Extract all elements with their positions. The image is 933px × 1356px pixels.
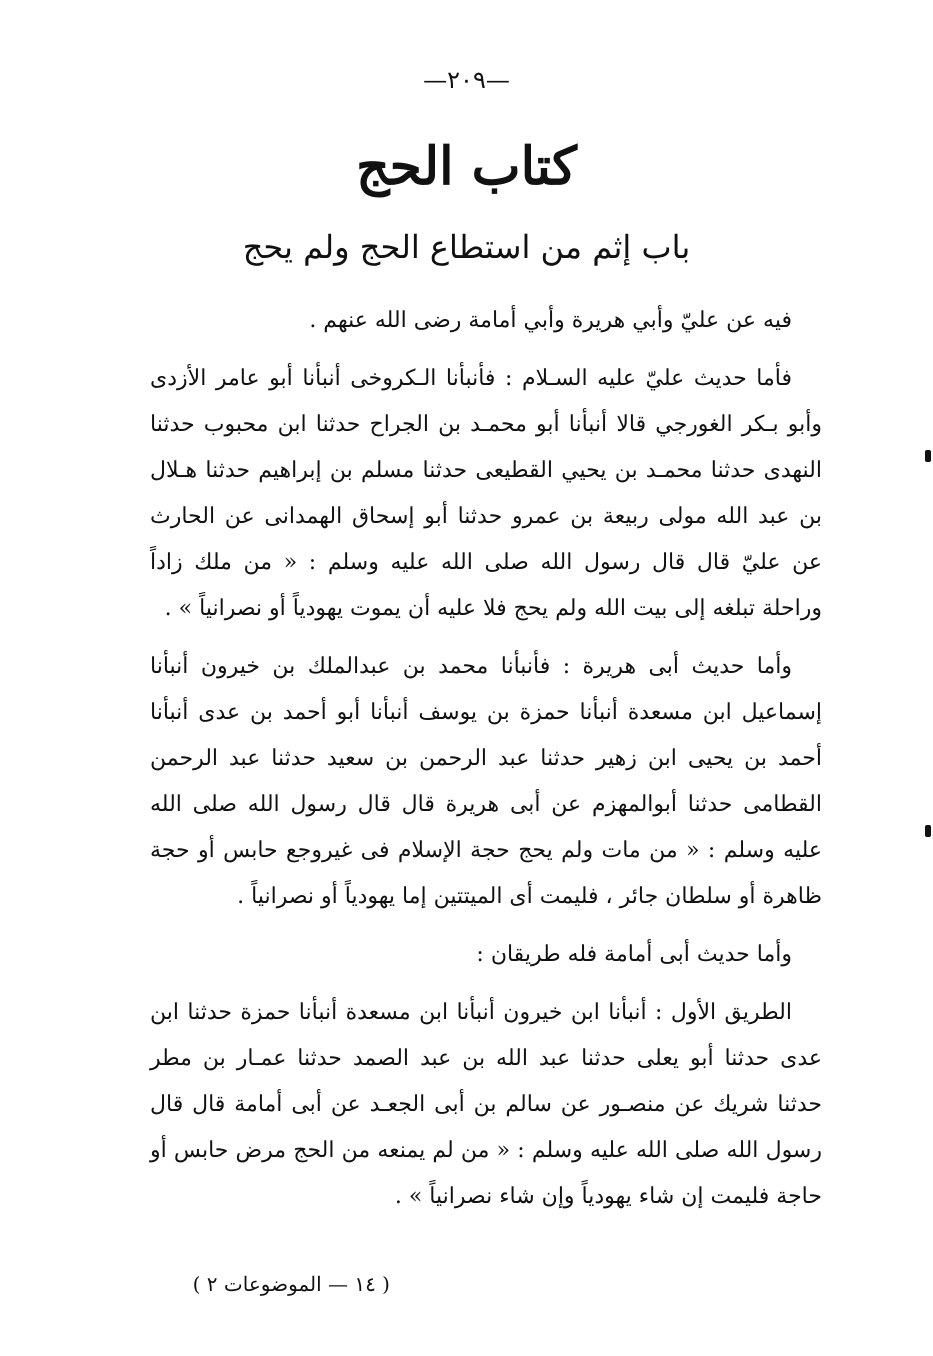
- margin-mark: [925, 825, 931, 837]
- paragraph-abu-umama-intro: وأما حديث أبى أمامة فله طريقان :: [476, 942, 792, 967]
- paragraph-abu-hurayra-hadith: وأما حديث أبى هريرة : فأنبأنا محمد بن عبدالملك بن خيرون أنبأنا إسماعيل ابن مسعدة أنبأنا حمزة بن يوسف أنبأنا أبو أحمد بن عدى أنبأنا أحمد بن يحيى ابن زهير حدثنا عبد الرحمن بن سعيد حدثنا عبد الرحمن القطامى حدثنا أبوالمهزم عن أبى هريرة قال قال رسول الله صلى الله عليه وسلم : « من مات ولم يحج حجة الإسلام فى غيروجع حابس أو حجة ظاهرة أو سلطان جائر ، فليمت أى الميتتين إما يهودياً أو نصرانياً .: [150, 654, 822, 909]
- paragraph-ali-hadith: فأما حديث عليّ عليه السـلام : فأنبأنا الـكروخى أنبأنا أبو عامر الأزدى وأبو بـكر الغورجي قالا أنبأنا أبو محمـد بن الجراح حدثنا ابن محبوب حدثنا النهدى حدثنا محمـد بن يحيي القطيعى حدثنا مسلم بن إبراهيم حدثنا هـلال بن عبد الله مولى ربيعة بن عمرو حدثنا أبو إسحاق الهمدانى عن الحارث عن عليّ قال قال رسول الله صلى الله عليه وسلم : « من ملك زاداً وراحلة تبلغه إلى بيت الله ولم يحج فلا عليه أن يموت يهودياً أو نصرانياً » .: [150, 366, 822, 621]
- book-title: كتاب الحج: [356, 136, 577, 197]
- margin-mark: [925, 450, 931, 462]
- chapter-heading: باب إثم من استطاع الحج ولم يحج: [242, 228, 691, 266]
- page-number: —٢٠٩—: [423, 66, 510, 94]
- paragraph-intro: فيه عن عليّ وأبي هريرة وأبي أمامة رضى الله عنهم .: [309, 308, 792, 333]
- body-text: [150, 298, 822, 1232]
- footer-signature: ( ١٤ — الموضوعات ٢ ): [192, 1272, 390, 1296]
- paragraph-first-route: الطريق الأول : أنبأنا ابن خيرون أنبأنا ابن مسعدة أنبأنا حمزة حدثنا ابن عدى حدثنا أبو يعلى حدثنا عبد الله بن عبد الصمد حدثنا عمـار بن مطر حدثنا شريك عن منصـور عن سالم بن أبى الجعـد عن أبى أمامة قال قال رسول الله صلى الله عليه وسلم : « من لم يمنعه من الحج مرض حابس أو حاجة فليمت إن شاء يهودياً وإن شاء نصرانياً » .: [150, 1000, 822, 1209]
